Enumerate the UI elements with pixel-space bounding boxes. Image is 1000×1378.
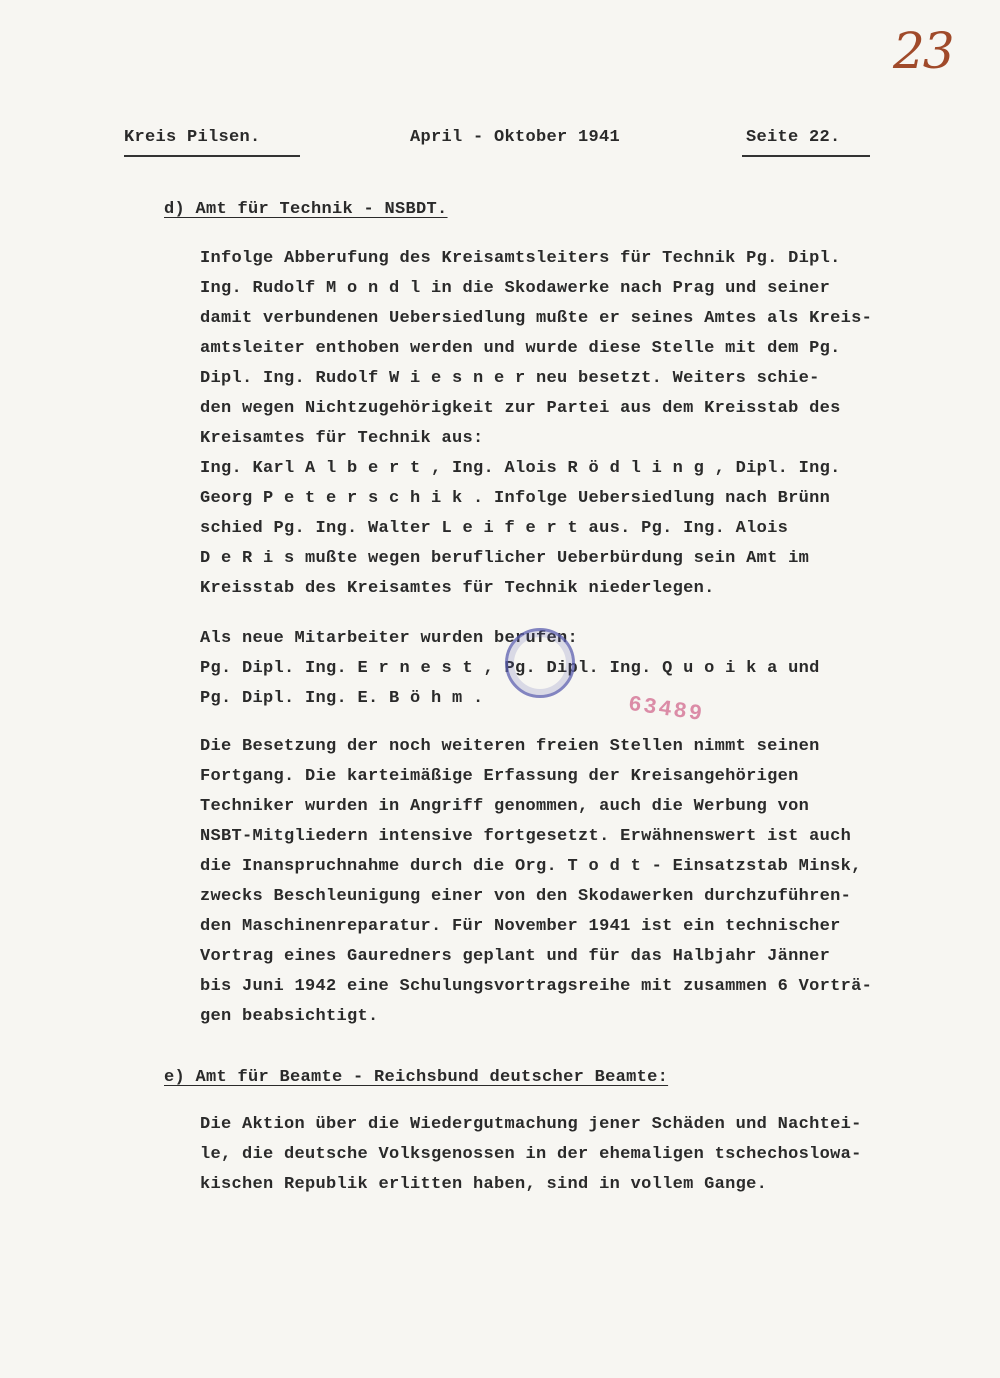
round-archive-stamp [505,628,575,698]
section-d-heading: d) Amt für Technik - NSBDT. [164,200,448,219]
section-d-paragraph-2: Als neue Mitarbeiter wurden berufen: Pg. Dipl. Ing. E r n e s t , Pg. Dipl. Ing. Q u o i k a und Pg. Dipl. Ing. E. B ö h m . [200,629,820,708]
header-period: April - Oktober 1941 [410,128,621,147]
header-underline-right [742,155,870,157]
handwritten-page-number: 23 [893,22,953,80]
section-e-heading: e) Amt für Beamte - Reichsbund deutscher Beamte: [164,1068,669,1087]
archive-number-stamp: 63489 [626,691,706,728]
header-page-label: Seite 22. [746,128,841,147]
section-d-paragraph-1: Infolge Abberufung des Kreisamtsleiters für Technik Pg. Dipl. Ing. Rudolf M o n d l in die Skodawerke nach Prag und seiner damit verbundenen Uebersiedlung mußte er seines Amtes als Kreis- amtsleiter enthoben werden und wurde diese Stelle mit dem Pg. Dipl. Ing. Rudolf W i e s n e r neu besetzt. Weiters schie- den wegen Nichtzugehörigkeit zur Partei aus dem Kreisstab des Kreisamtes für Technik aus: Ing. Karl A l b e r t , Ing. Alois R ö d l i n g , Dipl. Ing. Georg P e t e r s c h i k . Infolge Uebersiedlung nach Brünn schied Pg. Ing. Walter L e i f e r t aus. Pg. Ing. Alois D e R i s mußte wegen beruflicher Ueberbürdung sein Amt im Kreisstab des Kreisamtes für Technik niederlegen. [200,249,873,598]
section-d-paragraph-3: Die Besetzung der noch weiteren freien Stellen nimmt seinen Fortgang. Die karteimäßige Erfassung der Kreisangehörigen Techniker wurden in Angriff genommen, auch die Werbung von NSBT-Mitgliedern intensive fortgesetzt. Erwähnenswert ist auch die Inanspruchnahme durch die Org. T o d t - Einsatzstab Minsk, zwecks Beschleunigung einer von den Skodawerken durchzuführen- den Maschinenreparatur. Für November 1941 ist ein technischer Vortrag eines Gauredners geplant und für das Halbjahr Jänner bis Juni 1942 eine Schulungsvortragsreihe mit zusammen 6 Vorträ- gen beabsichtigt. [200,737,873,1026]
header-underline-left [124,155,300,157]
section-e-paragraph-1: Die Aktion über die Wiedergutmachung jener Schäden und Nachtei- le, die deutsche Volksgenossen in der ehemaligen tschechoslowa- kischen Republik erlitten haben, sind in vollem Gange. [200,1115,862,1194]
header-district: Kreis Pilsen. [124,128,261,147]
